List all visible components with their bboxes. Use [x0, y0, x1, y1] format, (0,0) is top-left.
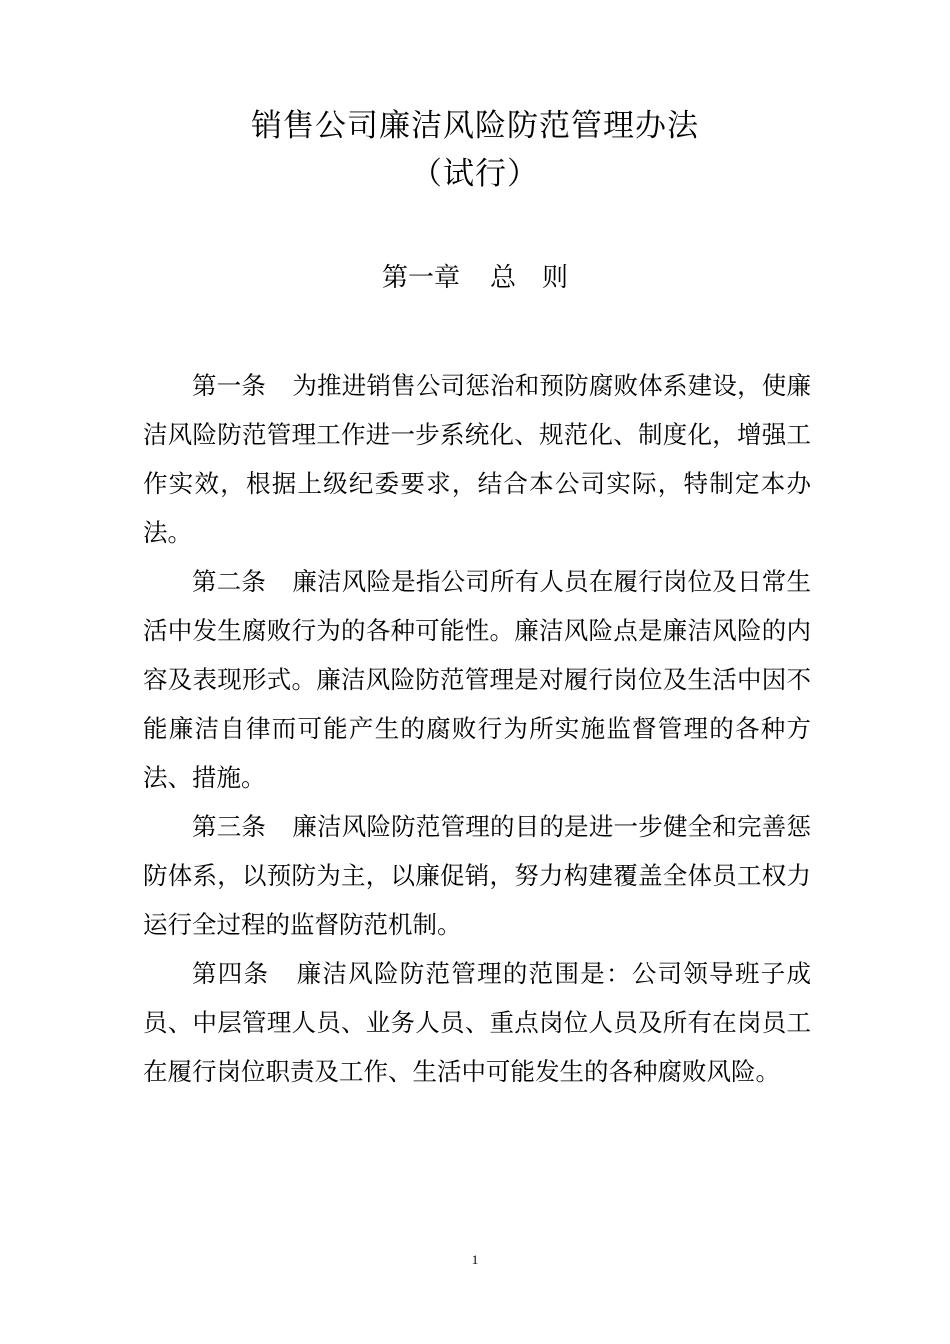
article-number: 第一条	[192, 371, 267, 400]
article-number: 第三条	[192, 812, 267, 841]
chapter-heading	[0, 258, 950, 298]
article-text: 廉洁风险防范管理的目的是进一步健全和完善惩防体系，以预防为主，以廉促销，努力构建覆盖全体员工权力运行全过程的监督防范机制。	[143, 812, 811, 939]
article-2	[143, 557, 811, 802]
chapter-name: 总 则	[490, 263, 569, 293]
page-number: 1	[471, 1252, 479, 1267]
article-3	[143, 802, 811, 949]
article-list	[143, 361, 811, 1096]
chapter-label: 第一章	[381, 263, 460, 293]
article-4	[143, 949, 811, 1096]
article-number: 第四条	[192, 959, 270, 988]
article-text: 廉洁风险防范管理的范围是：公司领导班子成员、中层管理人员、业务人员、重点岗位人员及所有在岗员工在履行岗位职责及工作、生活中可能发生的各种腐败风险。	[143, 959, 812, 1086]
article-text: 廉洁风险是指公司所有人员在履行岗位及日常生活中发生腐败行为的各种可能性。廉洁风险点是廉洁风险的内容及表现形式。廉洁风险防范管理是对履行岗位及生活中因不能廉洁自律而可能产生的腐败行为所实施监督管理的各种方法、措施。	[143, 567, 811, 792]
article-text: 为推进销售公司惩治和预防腐败体系建设，使廉洁风险防范管理工作进一步系统化、规范化、制度化，增强工作实效，根据上级纪委要求，结合本公司实际，特制定本办法。	[143, 371, 811, 547]
article-number: 第二条	[192, 567, 267, 596]
document-subtitle: （试行）	[411, 156, 539, 192]
article-1	[143, 361, 811, 557]
document-title: 销售公司廉洁风险防范管理办法	[251, 108, 699, 144]
